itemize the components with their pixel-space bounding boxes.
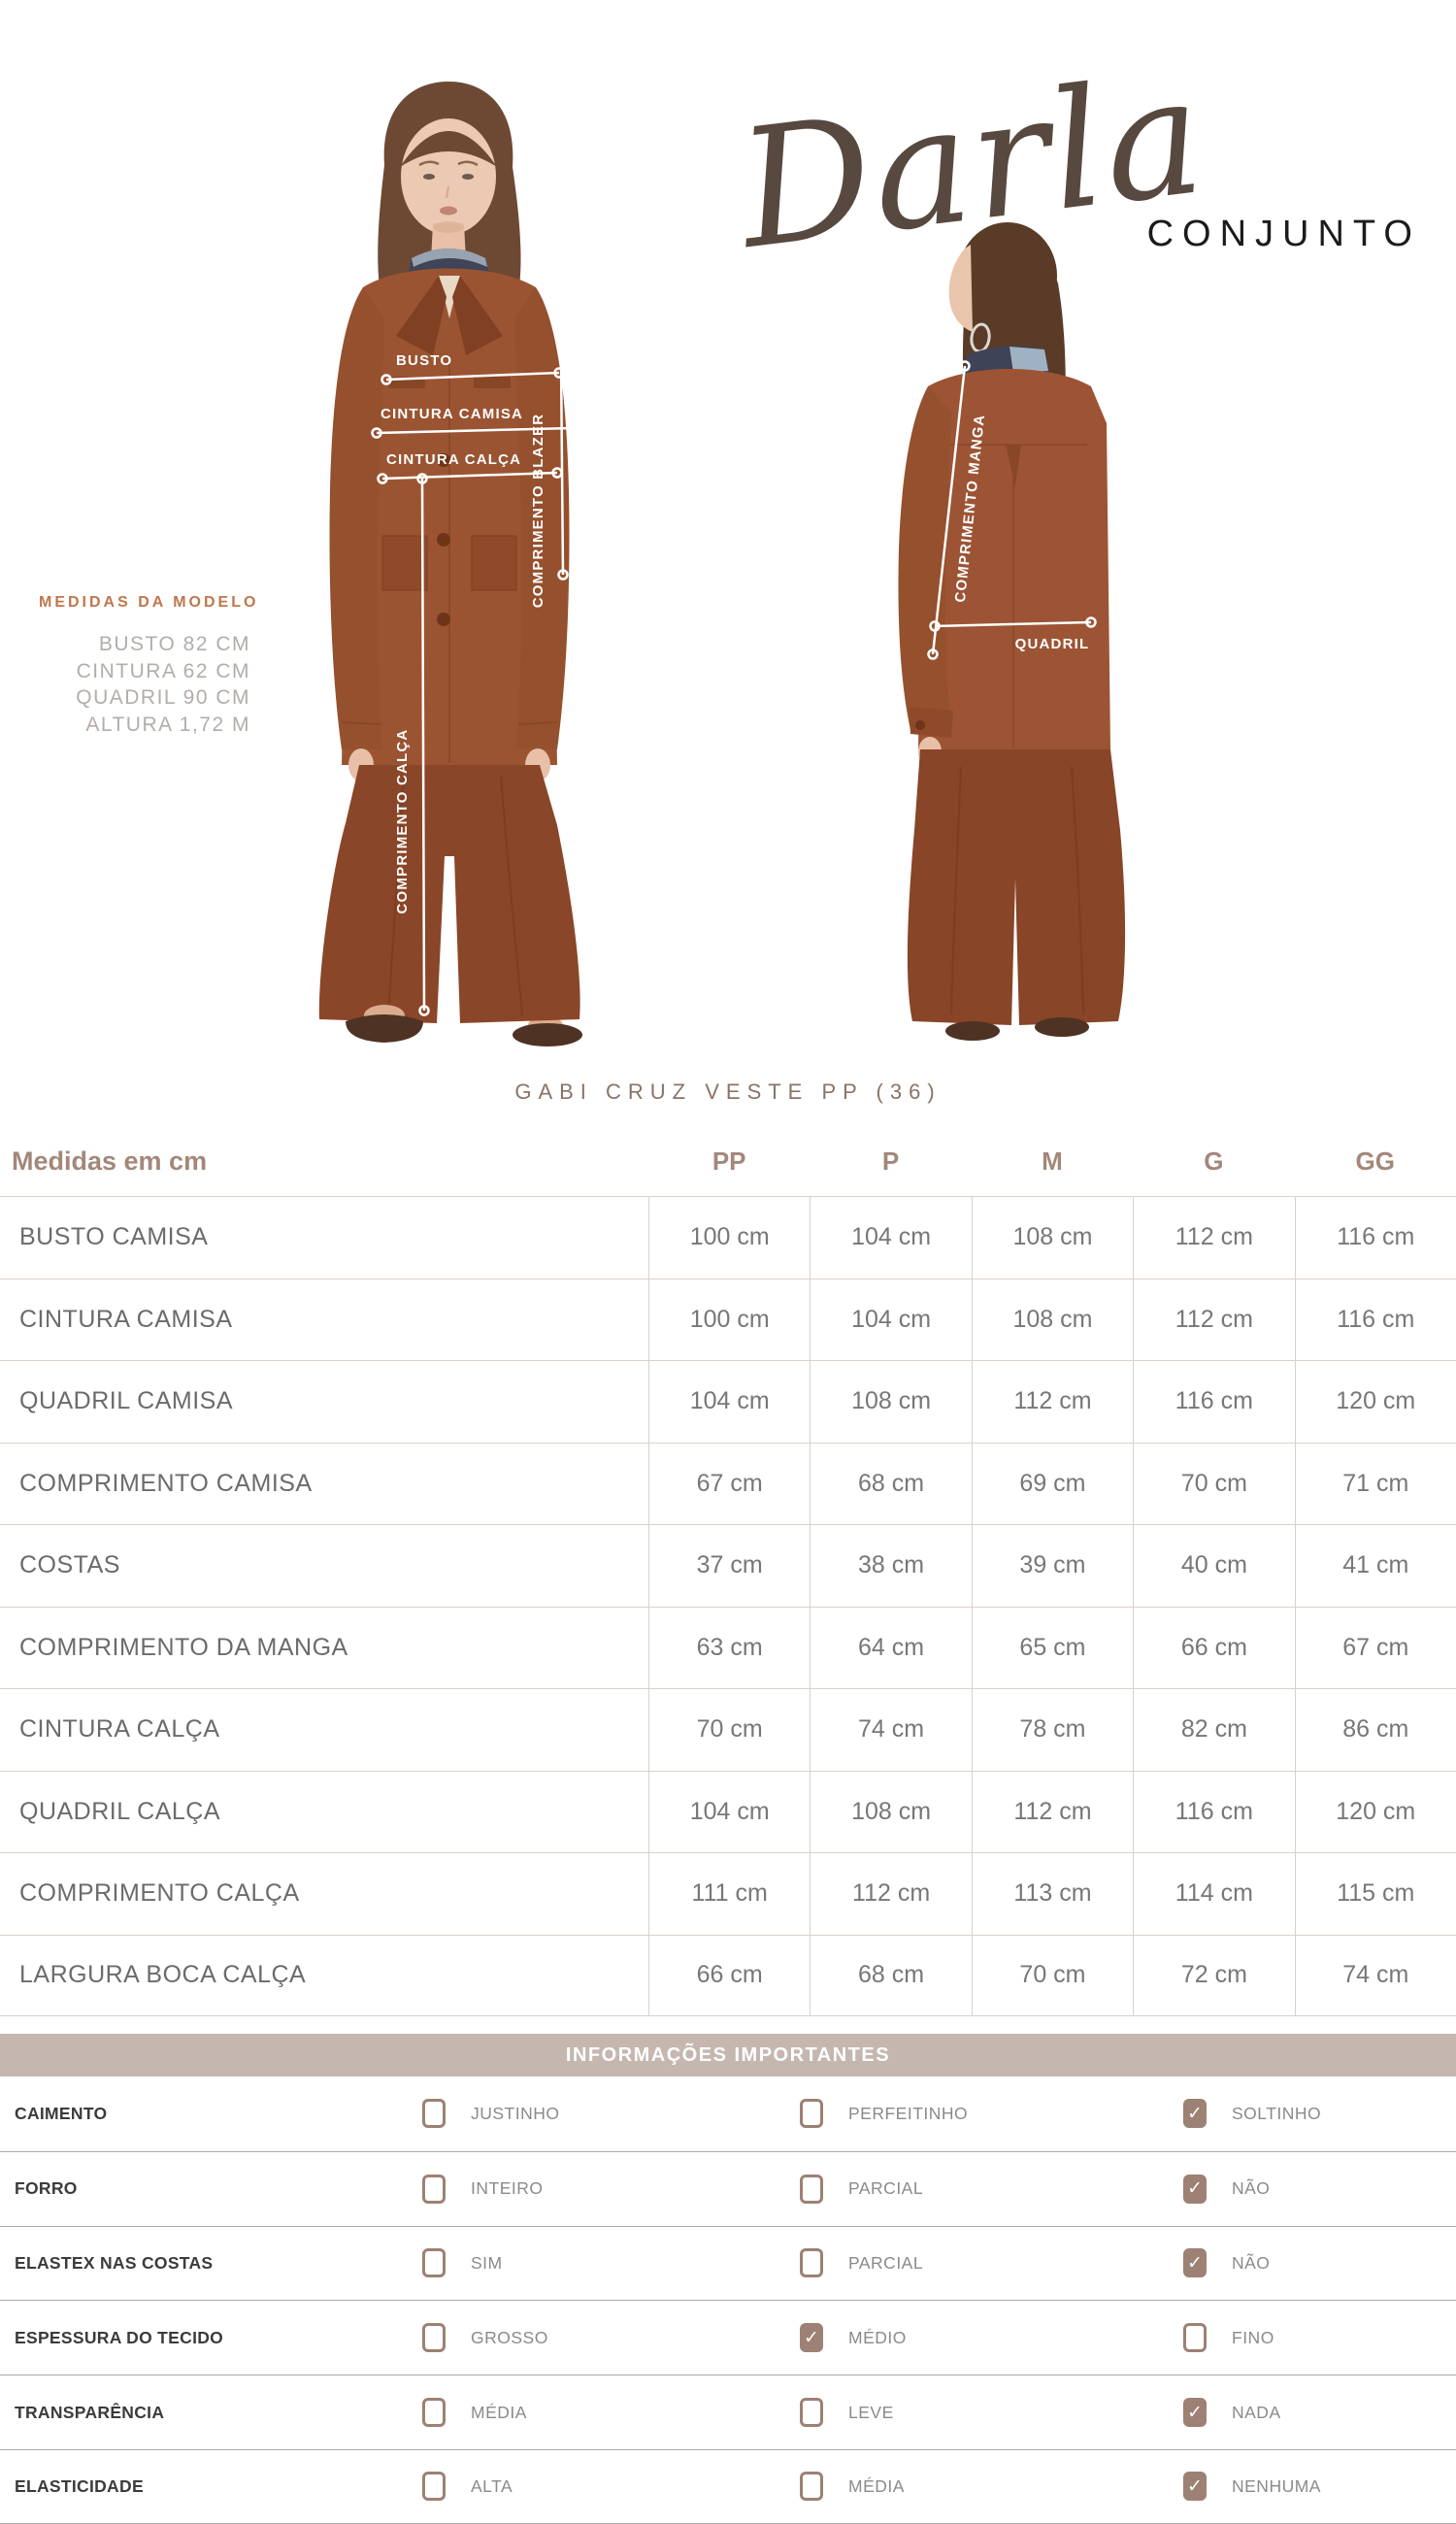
checkbox-option[interactable] — [1183, 2472, 1456, 2501]
model-measurement-line: QUADRIL 90 CM — [76, 686, 250, 709]
checkbox-icon[interactable] — [422, 2398, 446, 2427]
checkbox-option[interactable] — [422, 2398, 800, 2427]
size-value-cell: 72 cm — [1133, 1936, 1294, 2016]
size-value-cell: 70 cm — [1133, 1444, 1294, 1525]
row-label: QUADRIL CAMISA — [19, 1387, 234, 1415]
info-section-title: INFORMAÇÕES IMPORTANTES — [565, 2043, 891, 2066]
size-value-cell: 67 cm — [648, 1444, 810, 1525]
option-label: INTEIRO — [471, 2178, 544, 2199]
checkbox-icon[interactable] — [800, 2248, 823, 2277]
row-label: COMPRIMENTO CAMISA — [19, 1469, 313, 1497]
checkbox-option[interactable] — [422, 2248, 800, 2277]
table-row — [0, 1688, 1456, 1771]
checkbox-option[interactable] — [800, 2398, 1183, 2427]
option-label: NADA — [1232, 2402, 1281, 2422]
info-row-label: CAIMENTO — [15, 2103, 108, 2123]
checkbox-icon[interactable] — [422, 2175, 446, 2204]
busto-label: BUSTO — [396, 352, 453, 369]
info-row-label: TRANSPARÊNCIA — [15, 2402, 165, 2422]
info-row — [0, 2076, 1456, 2151]
brand-category: CONJUNTO — [1146, 214, 1421, 254]
checkbox-icon[interactable] — [1183, 2472, 1207, 2501]
size-column-header-p: P — [881, 1146, 900, 1176]
comprimento-manga-label: COMPRIMENTO MANGA — [951, 413, 989, 604]
size-table — [0, 1126, 1456, 2016]
comprimento-blazer-label: COMPRIMENTO BLAZER — [530, 413, 546, 609]
table-row — [0, 1852, 1456, 1935]
size-value-cell: 120 cm — [1295, 1772, 1456, 1853]
size-column-header-gg: GG — [1355, 1146, 1395, 1176]
size-value-cell: 116 cm — [1295, 1197, 1456, 1279]
check-mark-icon: ✓ — [1187, 2177, 1203, 2200]
checkbox-option[interactable] — [800, 2175, 1183, 2204]
size-value-cell: 112 cm — [1133, 1279, 1294, 1361]
size-value-cell: 104 cm — [810, 1279, 971, 1361]
checkbox-icon[interactable] — [800, 2472, 823, 2501]
checkbox-icon[interactable] — [800, 2323, 823, 2352]
row-label: COMPRIMENTO DA MANGA — [19, 1633, 348, 1661]
info-section-title-bar — [0, 2034, 1456, 2076]
checkbox-option[interactable] — [1183, 2248, 1456, 2277]
size-table-header — [0, 1126, 1456, 1196]
model-measurement-line: CINTURA 62 CM — [76, 659, 250, 682]
size-value-cell: 112 cm — [972, 1772, 1133, 1853]
option-label: ALTA — [471, 2475, 513, 2496]
info-row-label: ELASTICIDADE — [15, 2475, 144, 2496]
size-value-cell: 112 cm — [810, 1853, 971, 1935]
size-value-cell: 39 cm — [972, 1525, 1133, 1607]
size-value-cell: 70 cm — [648, 1689, 810, 1771]
option-label: PARCIAL — [848, 2178, 924, 2199]
table-title: Medidas em cm — [12, 1146, 208, 1176]
checkbox-option[interactable] — [1183, 2099, 1456, 2128]
checkbox-option[interactable] — [1183, 2323, 1456, 2352]
checkbox-icon[interactable] — [1183, 2099, 1207, 2128]
checkbox-option[interactable] — [800, 2099, 1183, 2128]
option-label: MÉDIA — [848, 2475, 905, 2496]
caption-model-size: GABI CRUZ VESTE PP (36) — [514, 1079, 942, 1104]
option-label: SIM — [471, 2252, 503, 2273]
option-label: GROSSO — [471, 2327, 548, 2347]
checkbox-icon[interactable] — [800, 2398, 823, 2427]
size-value-cell: 114 cm — [1133, 1853, 1294, 1935]
row-label: BUSTO CAMISA — [19, 1223, 209, 1251]
check-mark-icon: ✓ — [1187, 2401, 1203, 2423]
size-value-cell: 74 cm — [810, 1689, 971, 1771]
size-value-cell: 68 cm — [810, 1444, 971, 1525]
option-label: NENHUMA — [1232, 2475, 1321, 2496]
size-value-cell: 104 cm — [810, 1197, 971, 1279]
checkbox-icon[interactable] — [422, 2323, 446, 2352]
row-label: COSTAS — [19, 1551, 120, 1579]
size-value-cell: 40 cm — [1133, 1525, 1294, 1607]
size-value-cell: 108 cm — [972, 1279, 1133, 1361]
table-row — [0, 1524, 1456, 1607]
size-value-cell: 66 cm — [648, 1936, 810, 2016]
table-row — [0, 1360, 1456, 1443]
info-row — [0, 2300, 1456, 2375]
table-row — [0, 1935, 1456, 2017]
option-label: FINO — [1232, 2327, 1274, 2347]
checkbox-icon[interactable] — [800, 2099, 823, 2128]
size-value-cell: 78 cm — [972, 1689, 1133, 1771]
size-value-cell: 65 cm — [972, 1608, 1133, 1689]
check-mark-icon: ✓ — [804, 2326, 819, 2348]
checkbox-icon[interactable] — [1183, 2398, 1207, 2427]
size-value-cell: 116 cm — [1133, 1361, 1294, 1443]
info-row — [0, 2449, 1456, 2524]
size-value-cell: 108 cm — [972, 1197, 1133, 1279]
option-label: MÉDIO — [848, 2327, 907, 2347]
table-row — [0, 1771, 1456, 1853]
size-value-cell: 74 cm — [1295, 1936, 1456, 2016]
table-row — [0, 1443, 1456, 1525]
checkbox-option[interactable] — [1183, 2175, 1456, 2204]
option-label: PERFEITINHO — [848, 2103, 969, 2123]
check-mark-icon: ✓ — [1187, 2474, 1203, 2497]
size-column-header-g: G — [1204, 1146, 1224, 1176]
size-value-cell: 37 cm — [648, 1525, 810, 1607]
size-value-cell: 86 cm — [1295, 1689, 1456, 1771]
checkbox-option[interactable] — [422, 2099, 800, 2128]
checkbox-option[interactable] — [422, 2175, 800, 2204]
model-measurements-block — [39, 594, 259, 738]
row-label: LARGURA BOCA CALÇA — [19, 1961, 307, 1989]
option-label: NÃO — [1232, 2252, 1271, 2273]
checkbox-icon[interactable] — [1183, 2175, 1207, 2204]
size-value-cell: 112 cm — [1133, 1197, 1294, 1279]
option-label: JUSTINHO — [471, 2103, 560, 2123]
checkbox-option[interactable] — [1183, 2398, 1456, 2427]
checkbox-icon[interactable] — [1183, 2323, 1207, 2352]
size-value-cell: 68 cm — [810, 1936, 971, 2016]
size-value-cell: 108 cm — [810, 1361, 971, 1443]
table-row — [0, 1196, 1456, 1279]
brand-logo: Darla — [729, 39, 1215, 285]
checkbox-option[interactable] — [800, 2323, 1183, 2352]
size-value-cell: 111 cm — [648, 1853, 810, 1935]
size-value-cell: 70 cm — [972, 1936, 1133, 2016]
option-label: MÉDIA — [471, 2402, 527, 2422]
size-value-cell: 100 cm — [648, 1279, 810, 1361]
size-value-cell: 64 cm — [810, 1608, 971, 1689]
table-row — [0, 1279, 1456, 1361]
size-value-cell: 71 cm — [1295, 1444, 1456, 1525]
info-row-label: ESPESSURA DO TECIDO — [15, 2327, 224, 2347]
info-row — [0, 2151, 1456, 2226]
size-value-cell: 120 cm — [1295, 1361, 1456, 1443]
checkbox-icon[interactable] — [1183, 2248, 1207, 2277]
info-section — [0, 2076, 1456, 2524]
row-label: CINTURA CAMISA — [19, 1305, 233, 1333]
size-value-cell: 116 cm — [1295, 1279, 1456, 1361]
size-value-cell: 67 cm — [1295, 1608, 1456, 1689]
size-value-cell: 38 cm — [810, 1525, 971, 1607]
checkbox-icon[interactable] — [422, 2248, 446, 2277]
option-label: NÃO — [1232, 2178, 1271, 2199]
option-label: SOLTINHO — [1232, 2103, 1322, 2123]
checkbox-icon[interactable] — [422, 2472, 446, 2501]
row-label: CINTURA CALÇA — [19, 1715, 220, 1744]
comprimento-calca-label: COMPRIMENTO CALÇA — [394, 728, 411, 914]
info-row — [0, 2375, 1456, 2449]
size-value-cell: 112 cm — [972, 1361, 1133, 1443]
check-mark-icon: ✓ — [1187, 2251, 1203, 2274]
cintura-camisa-label: CINTURA CAMISA — [381, 406, 524, 422]
size-value-cell: 108 cm — [810, 1772, 971, 1853]
size-value-cell: 104 cm — [648, 1772, 810, 1853]
table-row — [0, 1607, 1456, 1689]
size-value-cell: 100 cm — [648, 1197, 810, 1279]
size-value-cell: 41 cm — [1295, 1525, 1456, 1607]
back-photo-figure — [899, 222, 1126, 1041]
model-measurements-heading: MEDIDAS DA MODELO — [39, 594, 259, 611]
size-value-cell: 113 cm — [972, 1853, 1133, 1935]
info-row — [0, 2226, 1456, 2301]
size-column-header-pp: PP — [711, 1146, 746, 1176]
quadril-label: QUADRIL — [1014, 636, 1090, 652]
checkbox-option[interactable] — [800, 2472, 1183, 2501]
size-column-header-m: M — [1042, 1146, 1063, 1176]
info-row-label: ELASTEX NAS COSTAS — [15, 2252, 214, 2273]
model-measurement-line: ALTURA 1,72 M — [85, 713, 250, 736]
option-label: PARCIAL — [848, 2252, 924, 2273]
cintura-calca-label: CINTURA CALÇA — [386, 451, 522, 468]
info-row-label: FORRO — [15, 2178, 78, 2199]
size-value-cell: 82 cm — [1133, 1689, 1294, 1771]
check-mark-icon: ✓ — [1187, 2102, 1203, 2124]
size-value-cell: 116 cm — [1133, 1772, 1294, 1853]
checkbox-option[interactable] — [422, 2472, 800, 2501]
checkbox-option[interactable] — [800, 2248, 1183, 2277]
size-value-cell: 104 cm — [648, 1361, 810, 1443]
row-label: COMPRIMENTO CALÇA — [19, 1879, 300, 1908]
size-value-cell: 63 cm — [648, 1608, 810, 1689]
option-label: LEVE — [848, 2402, 894, 2422]
checkbox-icon[interactable] — [422, 2099, 446, 2128]
size-value-cell: 66 cm — [1133, 1608, 1294, 1689]
size-value-cell: 115 cm — [1295, 1853, 1456, 1935]
size-value-cell: 69 cm — [972, 1444, 1133, 1525]
checkbox-icon[interactable] — [800, 2175, 823, 2204]
checkbox-option[interactable] — [422, 2323, 800, 2352]
row-label: QUADRIL CALÇA — [19, 1797, 221, 1825]
product-photos — [0, 0, 1456, 1097]
model-measurement-line: BUSTO 82 CM — [98, 633, 250, 655]
